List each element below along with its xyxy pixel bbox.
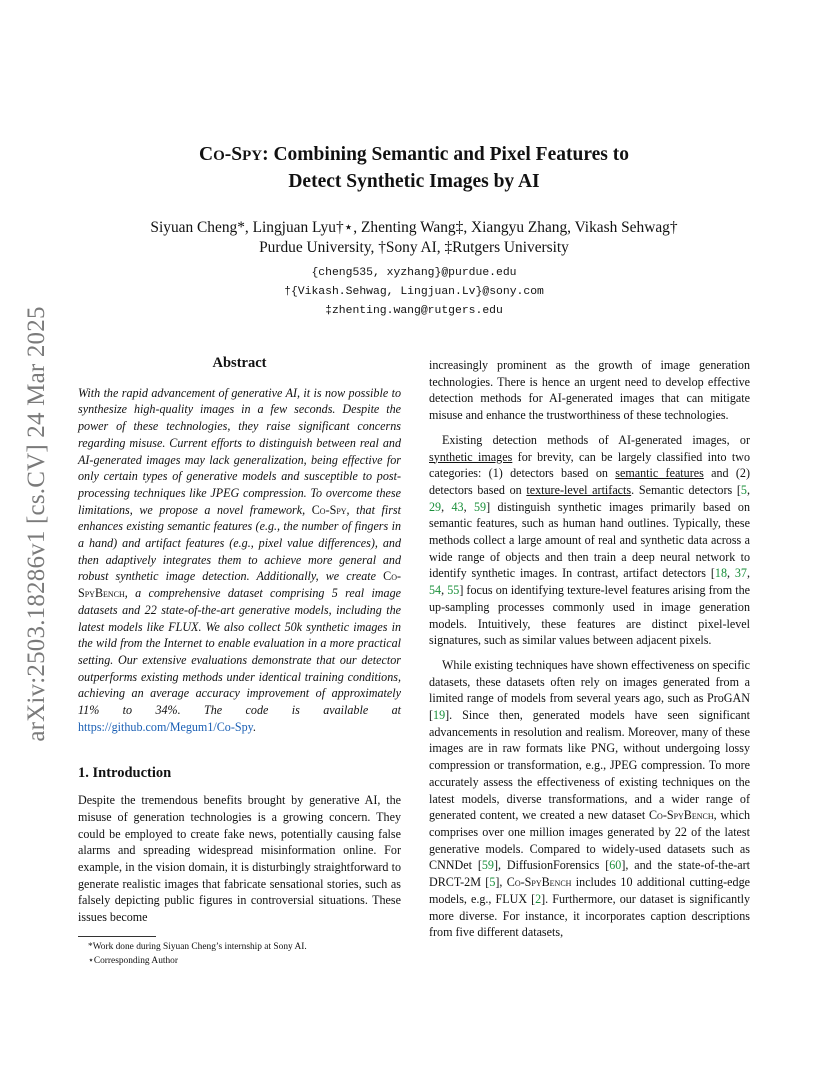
code-link[interactable]: https://github.com/Megum1/Co-Spy (78, 719, 253, 734)
abstract-body: With the rapid advancement of generative AI, it is now possible to synthesize high-quality images in a few seconds. Despite the power of these technologies, they raise significant concerns regarding misuse. Current efforts to distinguish between real and AI-generated images may lack generalization, being effective for only certain types of generative models and susceptible to post-processing techniques like JPEG compression. To overcome these limitations, we propose a novel framework, Co-Spy, that first enhances existing semantic features (e.g., the number of fingers in a hand) and artifact features (e.g., pixel value differences), and then adaptively integrates them to achieve more general and robust synthetic image detection. Additionally, we create Co-SpyBench, a comprehensive dataset comprising 5 real image datasets and 22 state-of-the-art generative models, including the latest models like FLUX. We also collect 50k synthetic images in the wild from the Internet to enable evaluation in a more practical setting. Our extensive evaluations demonstrate that our detector outperforms existing methods under identical training conditions, achieving an average accuracy improvement of approximately 11% to 34%. The code is available at https://github.com/Megum1/Co-Spy. (78, 385, 401, 734)
email-line: ‡zhenting.wang@rutgers.edu (325, 305, 503, 317)
email-block (0, 264, 828, 321)
right-column (429, 357, 750, 941)
footnote-internship: *Work done during Siyuan Cheng’s internship at Sony AI. (88, 942, 307, 952)
email-line: {cheng535, xyzhang}@purdue.edu (311, 267, 517, 279)
title-line-2: Detect Synthetic Images by AI (288, 171, 540, 192)
body-paragraph: Existing detection methods of AI-generated images, or synthetic images for brevity, can be largely classified into two categories: (1) detectors based on semantic features and (2) detectors based on texture-level artifacts. Semantic detectors [5, 29, 43, 59] distinguish synthetic images primarily based on semantic features, such as human hand outlines. Typically, these methods collect a large amount of real and synthetic data across a wide range of objects and then train a deep neural network to identify synthetic images. In contrast, artifact detectors [18, 37, 54, 55] focus on identifying texture-level features arising from the up-sampling processes commonly used in image generation models. Intuitively, these features are distinct pixel-level signatures, such as similar values between adjacent pixels. (429, 432, 751, 648)
body-paragraph: increasingly prominent as the growth of image generation technologies. There is hence an urgent need to develop effective detection methods for AI-generated images that can mitigate misuse and enhance the trustworthiness of these technologies. (429, 358, 750, 423)
citation-link[interactable]: 59 (481, 858, 494, 873)
citation-link[interactable]: 5 (740, 482, 747, 497)
footnote-divider (78, 936, 156, 937)
citation-link[interactable]: 2 (535, 891, 542, 906)
author-block (0, 218, 828, 258)
title-line-1: CO-SPY: Combining Semantic and Pixel Features to (199, 144, 629, 165)
author-names: Siyuan Cheng*, Lingjuan Lyu†⋆, Zhenting Wang‡, Xiangyu Zhang, Vikash Sehwag† (150, 219, 678, 236)
citation-link[interactable]: 5 (489, 875, 496, 890)
section-heading-introduction: 1. Introduction (78, 765, 172, 782)
citation-link[interactable]: 19 (433, 708, 446, 723)
abstract-heading: Abstract (212, 355, 267, 371)
citation-link[interactable]: 59 (474, 499, 487, 514)
email-line: †{Vikash.Sehwag, Lingjuan.Lv}@sony.com (284, 286, 544, 298)
author-affiliations: Purdue University, †Sony AI, ‡Rutgers University (259, 239, 569, 256)
citation-link[interactable]: 18 (714, 566, 727, 581)
left-column (78, 355, 401, 926)
arxiv-sidebar-stamp (22, 289, 52, 759)
dataset-name: Co-SpyBench (648, 808, 714, 823)
citation-link[interactable]: 54 (429, 583, 442, 598)
method-name: Co-Spy (311, 502, 347, 517)
intro-paragraph: Despite the tremendous benefits brought by generative AI, the misuse of generation technologies is a growing concern. They could be employed to create fake news, potentially causing false alarms and spreading widespread misinformation online. For example, in the vision domain, it is disturbingly straightforward to generate realistic images that fabricate sensational stories, such as falsely depicting public figures in controversial situations. These issues become (78, 793, 401, 925)
dataset-name: Co-SpyBench (506, 875, 572, 890)
dataset-name: Co-SpyBench (78, 569, 401, 601)
arxiv-identifier: arXiv:2503.18286v1 [cs.CV] 24 Mar 2025 (23, 306, 50, 742)
citation-link[interactable]: 37 (734, 566, 747, 581)
footnote-corresponding: ⋆Corresponding Author (88, 956, 178, 966)
citation-link[interactable]: 29 (429, 499, 442, 514)
paper-title (0, 142, 828, 194)
citation-link[interactable]: 60 (609, 858, 622, 873)
citation-link[interactable]: 55 (447, 583, 460, 598)
body-paragraph: While existing techniques have shown effectiveness on specific datasets, these datasets often rely on images generated from a limited range of models from several years ago, such as ProGAN [19]. Since then, generated models have seen significant advancements in resolution and realism. Moreover, many of these images are in raw formats like PNG, without undergoing lossy compression or transformation, e.g., JPEG compression. To more accurately assess the effectiveness of existing techniques on the latest models, diverse transformations, and a wider range of generated content, we created a new dataset Co-SpyBench, which comprises over one million images generated by 22 of the latest generative models. Compared to widely-used datasets such as CNNDet [59], DiffusionForensics [60], and the state-of-the-art DRCT-2M [5], Co-SpyBench includes 10 additional cutting-edge models, e.g., FLUX [2]. Furthermore, our dataset is significantly more diverse. For instance, it incorporates caption descriptions from five different datasets, (429, 657, 750, 940)
citation-link[interactable]: 43 (451, 499, 464, 514)
footnotes (88, 940, 307, 968)
